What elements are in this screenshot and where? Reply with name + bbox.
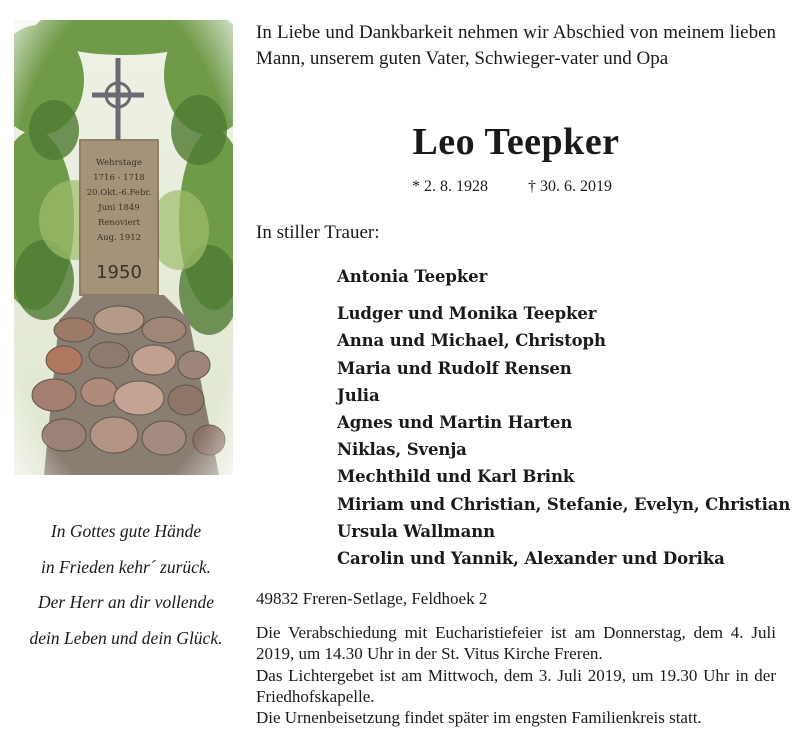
deceased-name: Leo Teepker — [412, 121, 620, 163]
poem-line: Der Herr an dir vollende — [38, 592, 214, 613]
mourner: Niklas, Svenja — [337, 440, 467, 460]
address: 49832 Freren-Setlage, Feldhoek 2 — [256, 589, 488, 608]
mourner: Miriam und Christian, Stefanie, Evelyn, Christian — [337, 494, 791, 514]
memorial-photo — [14, 20, 233, 475]
poem-line: In Gottes gute Hände — [50, 521, 202, 541]
mourners-list — [337, 263, 790, 572]
death-date: † 30. 6. 2019 — [528, 178, 612, 195]
service-info — [256, 622, 776, 728]
mourner: Carolin und Yannik, Alexander und Dorika — [337, 549, 725, 569]
mourner: Antonia Teepker — [337, 267, 488, 286]
mourner: Ursula Wallmann — [337, 521, 496, 541]
info-paragraph: Das Lichtergebet ist am Mittwoch, dem 3. Juli 2019, um 19.30 Uhr in der Friedhofskapelle. — [256, 665, 776, 706]
mourner: Julia — [337, 385, 380, 405]
poem-line: dein Leben und dein Glück. — [29, 627, 223, 648]
mourner: Agnes und Martin Harten — [337, 413, 573, 433]
poem-line: in Frieden kehr´ zurück. — [40, 556, 212, 577]
mourner: Mechthild und Karl Brink — [337, 467, 575, 487]
mourner: Maria und Rudolf Rensen — [337, 358, 572, 378]
poem — [10, 514, 242, 656]
info-paragraph: Die Verabschiedung mit Eucharistiefeier ist am Donnerstag, dem 4. Juli 2019, um 14.30 Uhr in der St. Vitus Kirche Freren. — [256, 623, 776, 664]
intro-text: In Liebe und Dankbarkeit nehmen wir Abschied von meinem lieben Mann, unserem guten Vater, Schwieger-vater und Opa — [256, 22, 776, 69]
info-paragraph: Die Urnenbeisetzung findet später im engsten Familienkreis statt. — [256, 708, 702, 728]
mourning-heading: In stiller Trauer: — [256, 222, 380, 243]
mourner: Ludger und Monika Teepker — [337, 304, 597, 324]
memorial-stone-image — [14, 20, 233, 475]
birth-date: * 2. 8. 1928 — [412, 178, 488, 195]
mourner: Anna und Michael, Christoph — [337, 331, 606, 351]
